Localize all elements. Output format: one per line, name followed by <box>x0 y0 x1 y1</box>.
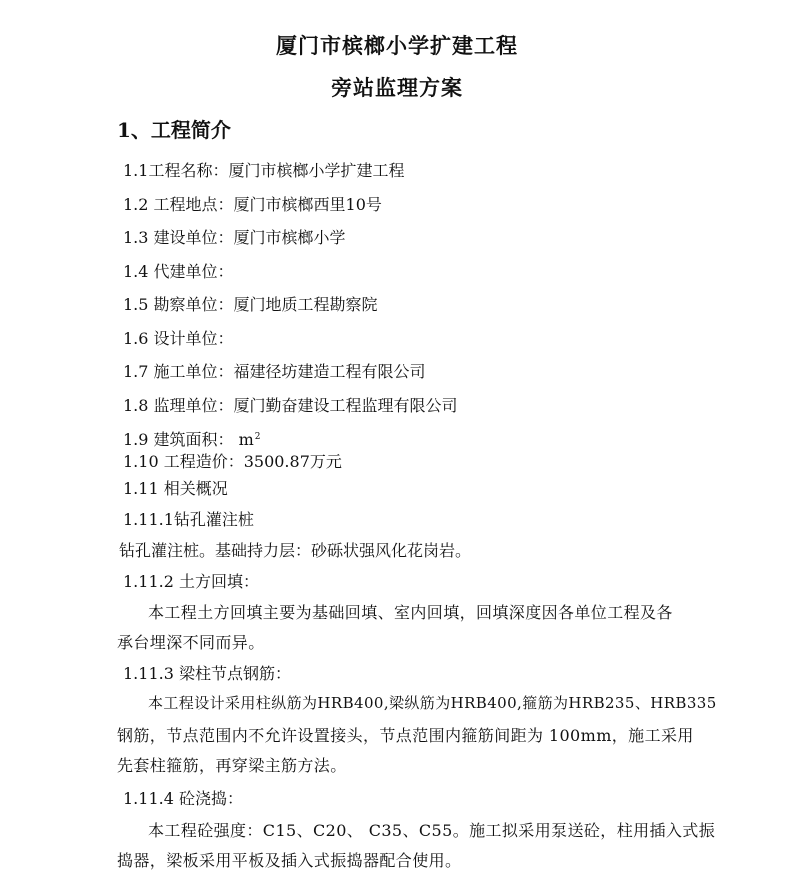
item-building-area-sup: 2 <box>254 431 261 442</box>
item-project-cost: 1.10 工程造价：3500.87万元 <box>123 452 342 471</box>
item-concrete-pouring: 1.11.4 砼浇捣： <box>123 789 243 808</box>
rebar-paragraph-line1: 本工程设计采用柱纵筋为HRB400,梁纵筋为HRB400,箍筋为HRB235、HRB335 <box>148 694 717 712</box>
item-building-area <box>123 427 261 450</box>
item-project-location: 1.2 工程地点：厦门市槟榔西里10号 <box>123 195 382 214</box>
item-agent: 1.4 代建单位： <box>123 262 234 281</box>
document-subtitle: 旁站监理方案 <box>331 75 463 100</box>
rebar-paragraph-line3: 先套柱箍筋，再穿梁主筋方法。 <box>117 756 347 775</box>
item-beam-column-rebar: 1.11.3 梁柱节点钢筋： <box>123 664 291 683</box>
item-supervision-unit: 1.8 监理单位：厦门勤奋建设工程监理有限公司 <box>123 396 458 415</box>
item-project-name: 1.1工程名称：厦门市槟榔小学扩建工程 <box>123 161 405 180</box>
item-building-area-text: 1.9 建筑面积： m <box>123 430 254 449</box>
item-design-unit: 1.6 设计单位： <box>123 329 234 348</box>
item-survey-unit: 1.5 勘察单位：厦门地质工程勘察院 <box>123 295 378 314</box>
item-overview: 1.11 相关概况 <box>123 479 228 498</box>
item-backfill: 1.11.2 土方回填： <box>123 572 259 591</box>
item-owner: 1.3 建设单位：厦门市槟榔小学 <box>123 228 346 247</box>
backfill-paragraph-line1: 本工程土方回填主要为基础回填、室内回填，回填深度因各单位工程及各 <box>148 603 673 622</box>
concrete-paragraph-line2: 捣器，梁板采用平板及插入式振捣器配合使用。 <box>117 851 462 870</box>
backfill-paragraph-line2: 承台埋深不同而异。 <box>117 633 265 652</box>
concrete-paragraph-line1: 本工程砼强度：C15、C20、 C35、C55。施工拟采用泵送砼，柱用插入式振 <box>148 821 716 840</box>
document-title: 厦门市槟榔小学扩建工程 <box>276 33 518 58</box>
section-heading: 1、工程简介 <box>117 118 231 142</box>
rebar-paragraph-line2: 钢筋，节点范围内不允许设置接头，节点范围内箍筋间距为 100mm，施工采用 <box>117 726 694 745</box>
item-construction-unit: 1.7 施工单位：福建径坊建造工程有限公司 <box>123 362 426 381</box>
item-bored-pile: 1.11.1钻孔灌注桩 <box>123 510 254 529</box>
item-bored-pile-desc: 钻孔灌注桩。基础持力层：砂砾状强风化花岗岩。 <box>119 541 472 560</box>
